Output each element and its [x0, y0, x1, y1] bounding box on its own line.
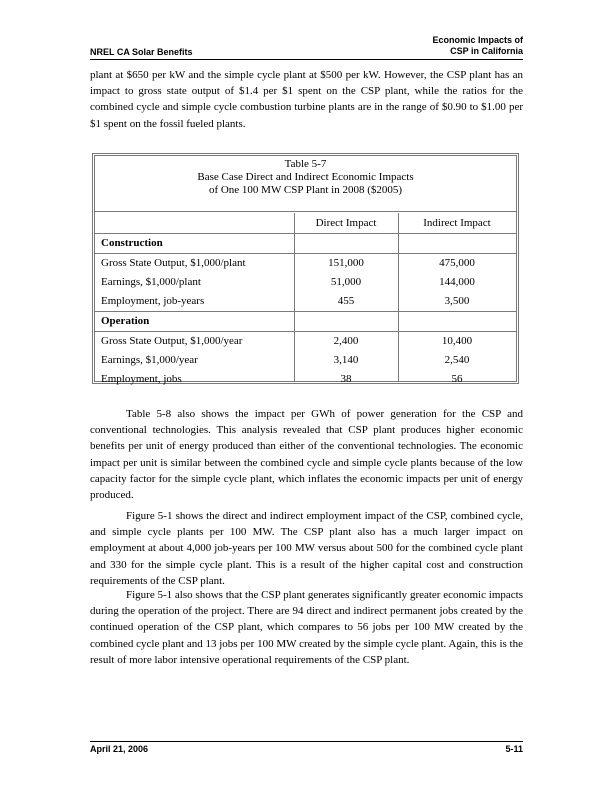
section-title-operation: Operation — [101, 315, 150, 327]
row-label: Gross State Output, $1,000/year — [101, 335, 243, 347]
section-row-construction — [95, 234, 516, 253]
paragraph-table-5-8: Table 5-8 also shows the impact per GWh of power generation for the CSP and conventional technologies. This analysis revealed that CSP plant produces higher economic benefits per unit of energy produced than either of the conventional technologies. The economic impact per unit is similar between the combined cycle and simple cycle plants because of the low capacity factor for the simple cycle plant, which inflates the economic impacts per unit of energy produced. — [90, 408, 523, 502]
direct-value: 151,000 — [328, 257, 364, 269]
table-row — [95, 254, 516, 273]
indirect-value: 56 — [451, 373, 463, 385]
direct-value: 2,400 — [333, 335, 359, 347]
direct-value: 455 — [337, 295, 355, 307]
header-section-line2: CSP in California — [450, 46, 523, 56]
direct-value: 38 — [340, 373, 352, 385]
page-footer — [90, 741, 523, 756]
header-section-line1: Economic Impacts of — [432, 35, 523, 45]
indirect-value: 3,500 — [444, 295, 470, 307]
row-label: Earnings, $1,000/plant — [101, 276, 201, 288]
table-caption-subtitle: of One 100 MW CSP Plant in 2008 ($2005) — [208, 184, 403, 196]
table-header-row — [95, 214, 516, 233]
column-header-indirect: Indirect Impact — [423, 217, 491, 229]
row-label: Employment, jobs — [101, 373, 182, 385]
caption-divider — [95, 211, 516, 212]
indirect-value: 10,400 — [441, 335, 473, 347]
header-title: NREL CA Solar Benefits — [90, 47, 193, 57]
row-label: Gross State Output, $1,000/plant — [101, 257, 246, 269]
table-caption-title: Base Case Direct and Indirect Economic Impacts — [197, 171, 414, 183]
paragraph-intro: plant at $650 per kW and the simple cycle plant at $500 per kW. However, the CSP plant has an impact to gross state output of $1.4 per $1 spent on the CSP plant, while the ratios for the combined cycle and simple cycle combustion turbine plants are in the range of $0.90 to $1.00 per $1 spent on the fossil fueled plants. — [90, 69, 523, 130]
section-title-construction: Construction — [101, 237, 163, 249]
table-row — [95, 370, 516, 389]
table-row — [95, 351, 516, 370]
direct-value: 3,140 — [333, 354, 359, 366]
table-row — [95, 332, 516, 351]
header-section — [432, 35, 523, 57]
paragraph-figure-5-1-operation: Figure 5-1 also shows that the CSP plant generates significantly greater economic impacts during the operation of the project. There are 94 direct and indirect permanent jobs created by the continued operation of the CSP plant, which compares to 56 jobs per 100 MW created by the combined cycle plant and 13 jobs per 100 MW created by the simple cycle plant. Again, this is the result of more labor intensive operational requirements of the CSP plant. — [90, 589, 523, 666]
direct-value: 51,000 — [330, 276, 362, 288]
page-header — [90, 35, 523, 60]
table-row — [95, 292, 516, 311]
column-header-direct: Direct Impact — [315, 217, 377, 229]
paragraph-figure-5-1-employment: Figure 5-1 shows the direct and indirect employment impact of the CSP, combined cycle, and simple cycle plants per 100 MW. The CSP plant also has a much larger impact on employment at about 4,000 job-years per 100 MW versus about 500 for the combined cycle plant and 330 for the simple cycle plant. This is a result of the higher capital cost and construction requirements of the CSP plant. — [90, 510, 523, 587]
indirect-value: 144,000 — [439, 276, 475, 288]
indirect-value: 2,540 — [444, 354, 470, 366]
footer-date: April 21, 2006 — [90, 744, 149, 754]
row-label: Earnings, $1,000/year — [101, 354, 198, 366]
section-row-operation — [95, 312, 516, 331]
row-label: Employment, job-years — [101, 295, 205, 307]
table-row — [95, 273, 516, 292]
page-number: 5-11 — [505, 744, 523, 754]
indirect-value: 475,000 — [439, 257, 475, 269]
table-caption-number: Table 5-7 — [284, 158, 327, 170]
impact-table — [92, 153, 519, 384]
